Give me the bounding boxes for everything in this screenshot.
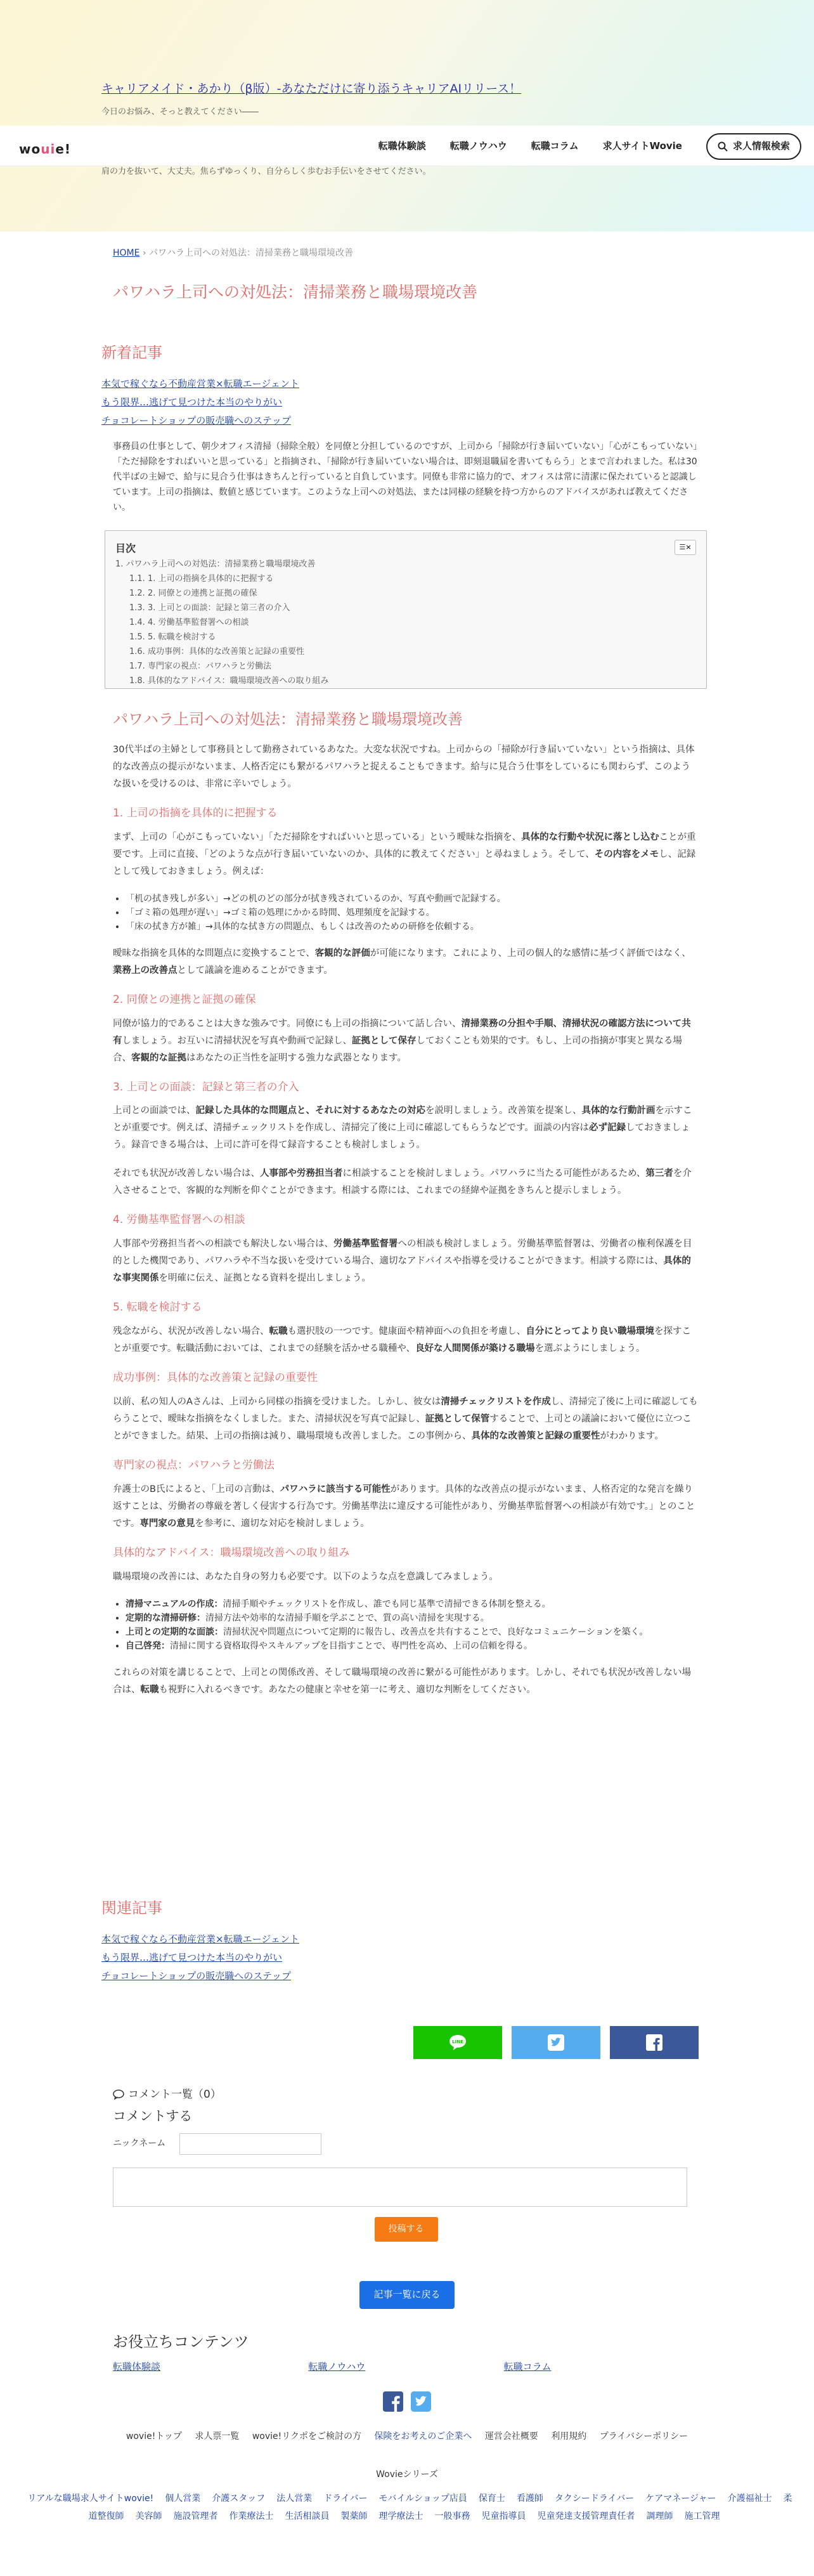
series-link[interactable]: ドライバー	[323, 2494, 368, 2504]
facebook-share-button[interactable]	[610, 2026, 699, 2059]
career-ai-banner	[0, 0, 814, 232]
list-item: • 上司との定期的な面談：清掃状況や問題点について定期的に報告し、改善点を共有することで、良好なコミュニケーションを築く。	[126, 1625, 699, 1639]
new-article-link[interactable]: もう限界…逃げて見つけた本当のやりがい	[101, 396, 283, 408]
site-header	[0, 126, 814, 166]
series-link[interactable]: 作業療法士	[229, 2511, 274, 2521]
series-link[interactable]: 製薬師	[340, 2511, 368, 2521]
series-link[interactable]: 看護師	[516, 2494, 543, 2504]
list-item: • 「床の拭き方が雑」→具体的な拭き方の問題点、もしくは改善のための研修を依頼する。	[126, 920, 699, 934]
comment-section	[113, 2086, 699, 2242]
related-articles	[101, 1895, 710, 1985]
toc-item[interactable]: 1.1. 1. 上司の指摘を具体的に把握する	[129, 574, 274, 584]
toc-item[interactable]: 1. パワハラ上司への対処法：清掃業務と職場環境改善	[115, 559, 316, 570]
series-link[interactable]: 保育士	[478, 2494, 505, 2504]
section-heading: 5. 転職を検討する	[113, 1301, 202, 1314]
breadcrumb-home[interactable]: HOME	[113, 248, 140, 258]
toc-item[interactable]: 1.6. 成功事例：具体的な改善策と記録の重要性	[129, 647, 304, 657]
useful-heading: お役立ちコンテンツ	[113, 2333, 249, 2351]
example-list	[126, 892, 699, 934]
section-heading: 1. 上司の指摘を具体的に把握する	[113, 806, 278, 820]
article-heading: パワハラ上司への対処法：清掃業務と職場環境改善	[113, 710, 463, 728]
article-paragraph: 以前、私の知人のAさんは、上司から同様の指摘を受けました。しかし、彼女は清掃チェックリストを作成し、清掃完了後に上司に確認してもらうことで、曖昧な指摘をなくしました。また、清掃状況を写真で記録し、証拠として保管することで、上司との議論において優位に立つことができました。結果、上司の指摘は減り、職場環境も改善しました。この事例から、具体的な改善策と記録の重要性がわかります。	[113, 1397, 698, 1442]
twitter-icon	[547, 2034, 565, 2051]
search-icon	[718, 141, 728, 152]
toc-title: 目次	[115, 542, 136, 554]
related-article-link[interactable]: チョコレートショップの販売職へのステップ	[101, 1970, 291, 1982]
footer-link[interactable]: wovie!トップ	[126, 2431, 182, 2442]
series-link[interactable]: 一般事務	[434, 2511, 470, 2521]
useful-content	[113, 2329, 699, 2375]
section-heading: 専門家の視点：パワハラと労働法	[113, 1459, 275, 1472]
page-title: パワハラ上司への対処法：清掃業務と職場環境改善	[113, 283, 478, 301]
article-paragraph: 曖昧な指摘を具体的な問題点に変換することで、客観的な評価が可能になります。これにより、上司の個人的な感情に基づく評価ではなく、業務上の改善点として議論を進めることができます。	[113, 948, 691, 976]
list-item: • 「机の拭き残しが多い」→どの机のどの部分が拭き残されているのか、写真や動画で記録する。	[126, 892, 699, 906]
series-link[interactable]: 児童指導員	[481, 2511, 526, 2521]
list-item: • 自己啓発：清掃に関する資格取得やスキルアップを目指すことで、専門性を高め、上司の信頼を得る。	[126, 1639, 699, 1653]
footer-link[interactable]: 運営会社概要	[484, 2431, 538, 2442]
series-link[interactable]: 美容師	[135, 2511, 162, 2521]
new-articles	[101, 340, 710, 430]
article-paragraph: 弁護士のB氏によると、「上司の言動は、パワハラに該当する可能性があります。具体的な改善点の提示がないまま、人格否定的な発言を繰り返すことは、労働者の尊厳を著しく侵害する行為です。労働基準法に違反する可能性があり、労働基準監督署への相談が有効です。」とのことです。専門家の意見を参考に、適切な対応を検討しましょう。	[113, 1484, 695, 1529]
useful-link-experience[interactable]: 転職体験談	[113, 2360, 161, 2372]
table-of-contents	[105, 530, 707, 689]
series-link[interactable]: モバイルショップ店員	[378, 2494, 467, 2504]
svg-text:LINE: LINE	[452, 2039, 463, 2044]
new-articles-heading: 新着記事	[101, 344, 162, 362]
list-item: • 「ゴミ箱の処理が遅い」→ゴミ箱の処理にかかる時間、処理頻度を記録する。	[126, 906, 699, 920]
series-link[interactable]: 調理師	[646, 2511, 673, 2521]
related-heading: 関連記事	[101, 1899, 162, 1917]
article-paragraph: 30代半ばの主婦として事務員として勤務されているあなた。大変な状況ですね。上司からの「掃除が行き届いていない」という指摘は、具体的な改善点の提示がないまま、人格否定にも繋がるパワハラと捉えることもできます。給与に見合う仕事をしているにも関わらず、このような扱いを受けるのは、非常に辛いでしょう。	[113, 744, 695, 789]
new-article-link[interactable]: 本気で稼ぐなら不動産営業×転職エージェント	[101, 377, 299, 389]
line-share-button[interactable]	[413, 2026, 502, 2059]
article-paragraph: これらの対策を講じることで、上司との関係改善、そして職場環境の改善に繋がる可能性があります。しかし、それでも状況が改善しない場合は、転職も視野に入れるべきです。あなたの健康と幸せを第一に考え、適切な判断をしてください。	[113, 1667, 692, 1695]
back-to-list-button[interactable]: 記事一覧に戻る	[359, 2281, 454, 2309]
section-heading: 2. 同僚との連携と証拠の確保	[113, 993, 256, 1006]
article-paragraph: 同僚が協力的であることは大きな強みです。同僚にも上司の指摘について話し合い、清掃業務の分担や手順、清掃状況の確認方法について共有しましょう。お互いに清掃状況を写真や動画で記録し、証拠として保存しておくことも効果的です。もし、上司の指摘が事実と異なる場合、客観的な証拠はあなたの正当性を証明する強力な武器となります。	[113, 1018, 691, 1063]
series-link[interactable]: 柔道整復師	[88, 2494, 792, 2521]
toc-item[interactable]: 1.2. 2. 同僚との連携と証拠の確保	[129, 589, 257, 599]
section-heading: 3. 上司との面談：記録と第三者の介入	[113, 1080, 299, 1094]
submit-comment-button[interactable]: 投稿する	[375, 2217, 438, 2242]
article-paragraph: まず、上司の「心がこもっていない」「ただ掃除をすればいいと思っている」という曖昧な指摘を、具体的な行動や状況に落とし込むことが重要です。上司に直接、「どのような点が行き届いていないのか、具体的に教えてください」と尋ねましょう。そして、その内容をメモし、記録として残しておきましょう。例えば：	[113, 832, 696, 877]
nav-column[interactable]: 転職コラム	[531, 140, 579, 152]
banner-link[interactable]: キャリアメイド・あかり（β版）-あなただけに寄り添うキャリアAIリリース！	[101, 82, 522, 96]
series-link[interactable]: タクシードライバー	[554, 2494, 635, 2504]
breadcrumb-separator: ›	[142, 248, 146, 258]
main-nav	[378, 133, 801, 160]
nickname-label: ニックネーム	[113, 2138, 166, 2148]
article-paragraph: 残念ながら、状況が改善しない場合、転職も選択肢の一つです。健康面や精神面への負担を考慮し、自分にとってより良い職場環境を探すことが重要です。転職活動においては、これまでの経験を活かせる職種や、良好な人間関係が築ける職場を選ぶようにしましょう。	[113, 1326, 692, 1354]
site-logo[interactable]: wouie!	[19, 141, 71, 157]
article-paragraph: 上司との面談では、記録した具体的な問題点と、それに対するあなたの対応を説明しましょう。改善策を提案し、具体的な行動計画を示すことが重要です。例えば、清掃チェックリストを作成し、清掃完了後に上司に確認してもらうなどです。面談の内容は必ず記録しておきましょう。録音できる場合は、上司に許可を得て録音することも検討しましょう。	[113, 1106, 692, 1151]
comment-list-title: コメント一覧（0）	[128, 2088, 221, 2101]
series-link[interactable]: 児童発達支援管理責任者	[537, 2511, 635, 2521]
footer-links	[0, 2429, 814, 2445]
back-section	[0, 2281, 814, 2309]
comment-form-title: コメントする	[113, 2108, 193, 2124]
series-link[interactable]: 施工管理	[684, 2511, 720, 2521]
nickname-input[interactable]	[179, 2133, 321, 2155]
section-heading: 4. 労働基準監督署への相談	[113, 1213, 245, 1227]
line-icon	[449, 2034, 467, 2051]
twitter-share-button[interactable]	[512, 2026, 600, 2059]
footer-link[interactable]: プライバシーポリシー	[599, 2431, 688, 2442]
series-link[interactable]: 個人営業	[165, 2494, 201, 2504]
series-title: Wovieシリーズ	[376, 2469, 438, 2480]
useful-link-knowhow[interactable]: 転職ノウハウ	[308, 2360, 366, 2372]
advice-list	[126, 1597, 699, 1653]
toc-item[interactable]: 1.3. 3. 上司との面談：記録と第三者の介入	[129, 603, 290, 613]
section-heading: 具体的なアドバイス：職場環境改善への取り組み	[113, 1546, 350, 1560]
article-paragraph: それでも状況が改善しない場合は、人事部や労務担当者に相談することを検討しましょう。パワハラに当たる可能性があるため、第三者を介入させることで、客観的な判断を仰ぐことができます。相談する際には、これまでの経緯や証拠をきちんと提示しましょう。	[113, 1168, 692, 1196]
footer-social	[0, 2391, 814, 2417]
facebook-icon[interactable]	[383, 2391, 403, 2412]
series-links	[0, 2490, 814, 2525]
series-link[interactable]: 法人営業	[276, 2494, 313, 2504]
footer-link[interactable]: wovie!リクポをご検討の方	[252, 2431, 361, 2442]
twitter-icon[interactable]	[411, 2391, 431, 2412]
toc-item[interactable]: 1.8. 具体的なアドバイス：職場環境改善への取り組み	[129, 676, 329, 686]
banner-sub-2: 肩の力を抜いて、大丈夫。焦らずゆっくり、自分らしく歩むお手伝いをさせてください。	[101, 167, 431, 176]
footer-link[interactable]: 保険をお考えのご企業へ	[374, 2431, 472, 2442]
breadcrumb-current: パワハラ上司への対処法：清掃業務と職場環境改善	[149, 248, 353, 258]
article-paragraph: 職場環境の改善には、あなた自身の努力も必要です。以下のような点を意識してみましょう。	[113, 1571, 498, 1582]
list-item: • 清掃マニュアルの作成：清掃手順やチェックリストを作成し、誰でも同じ基準で清掃できる体制を整える。	[126, 1597, 699, 1611]
series-link[interactable]: リアルな職場求人サイトwovie!	[27, 2494, 154, 2504]
question-intro: 事務員の仕事として、朝少オフィス清掃（掃除全般）を同僚と分担しているのですが、上司から「掃除が行き届いていない」「心がこもっていない」「ただ掃除をすればいいと思っている」と指摘され、「掃除が行き届いていない場合は、即刻退職届を書いてもらう」とまで言われました。私は30代半ばの主婦で、給与に見合う仕事はきちんと行っていると自負しています。同僚も非常に協力的で、オフィスは常に清潔に保たれていると認識しています。上司の指摘は、数値と感じています。このような上司への対処法、または同様の経験を持つ方からのアドバイスがあれば教えてください。	[113, 441, 698, 513]
toc-item[interactable]: 1.7. 専門家の視点：パワハラと労働法	[129, 662, 271, 672]
section-heading: 成功事例：具体的な改善策と記録の重要性	[113, 1371, 318, 1385]
article-paragraph: 人事部や労務担当者への相談でも解決しない場合は、労働基準監督署への相談も検討しましょう。労働基準監督署は、労働者の権利保護を目的とした機関であり、パワハラや不当な扱いを受けている場合、適切なアドバイスや指導を受けることができます。相談する際には、具体的な事実関係を明確に伝え、証拠となる資料を提出しましょう。	[113, 1239, 692, 1284]
facebook-icon	[646, 2034, 662, 2051]
comment-textarea[interactable]	[113, 2167, 687, 2207]
series-link[interactable]: 施設管理者	[173, 2511, 218, 2521]
series-link[interactable]: 生活相談員	[285, 2511, 330, 2521]
series-link[interactable]: 理学療法士	[378, 2511, 423, 2521]
footer-link[interactable]: 求人票一覧	[195, 2431, 240, 2442]
nav-wovie[interactable]: 求人サイトWovie	[602, 140, 682, 152]
share-buttons	[413, 2026, 699, 2059]
related-article-link[interactable]: 本気で稼ぐなら不動産営業×転職エージェント	[101, 1933, 299, 1945]
job-search-button[interactable]: 求人情報検索	[706, 133, 801, 160]
series-link[interactable]: 介護福祉士	[727, 2494, 772, 2504]
list-item: • 定期的な清掃研修：清掃方法や効率的な清掃手順を学ぶことで、質の高い清掃を実現する。	[126, 1611, 699, 1625]
toc-item[interactable]: 1.5. 5. 転職を検討する	[129, 632, 216, 643]
useful-link-column[interactable]: 転職コラム	[503, 2360, 552, 2372]
new-article-link[interactable]: チョコレートショップの販売職へのステップ	[101, 414, 291, 426]
toc-toggle-button[interactable]: ☰×	[675, 540, 696, 555]
footer-link[interactable]: 利用規約	[551, 2431, 587, 2442]
comment-icon	[113, 2089, 124, 2100]
banner-sub: 今日のお悩み、そっと教えてください――	[101, 107, 259, 117]
series-link[interactable]: 介護スタッフ	[212, 2494, 266, 2504]
nav-knowhow[interactable]: 転職ノウハウ	[449, 140, 507, 152]
breadcrumb	[113, 246, 721, 261]
article-body	[113, 707, 699, 1710]
toc-item[interactable]: 1.4. 4. 労働基準監督署への相談	[129, 618, 249, 628]
nav-experience[interactable]: 転職体験談	[378, 140, 426, 152]
related-article-link[interactable]: もう限界…逃げて見つけた本当のやりがい	[101, 1951, 283, 1963]
series-link[interactable]: ケアマネージャー	[645, 2494, 716, 2504]
